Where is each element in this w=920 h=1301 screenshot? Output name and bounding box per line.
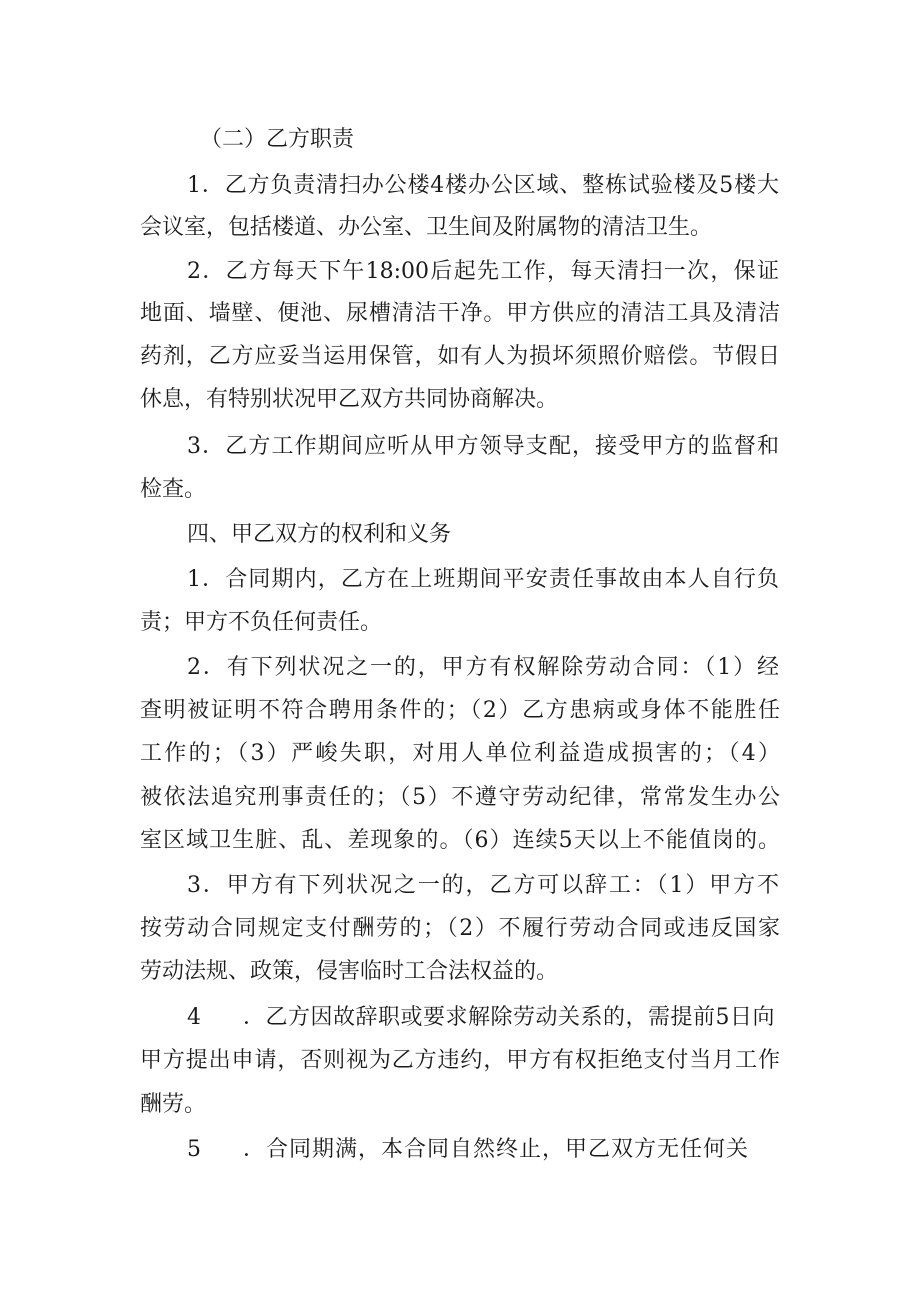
paragraph-line: 2．有下列状况之一的，甲方有权解除劳动合同：（1）经: [187, 655, 779, 680]
paragraph-line: 查明被证明不符合聘用条件的；（2）乙方患病或身体不能胜任: [140, 698, 780, 723]
paragraph-line: 劳动法规、政策，侵害临时工合法权益的。: [140, 959, 559, 984]
paragraph-line: [187, 1004, 779, 1032]
paragraph-line: 室区域卫生脏、乱、差现象的。（6）连续5天以上不能值岗的。: [140, 828, 780, 853]
paragraph-line: 工作的；（3）严峻失职，对用人单位利益造成损害的；（4）: [140, 741, 780, 766]
section-heading-yi-duties: （二）乙方职责: [200, 127, 355, 152]
paragraph-line: 3．乙方工作期间应听从甲方领导支配，接受甲方的监督和: [187, 434, 779, 459]
paragraph-line: 休息，有特别状况甲乙双方共同协商解决。: [140, 387, 559, 412]
paragraph-line: 甲方提出申请，否则视为乙方违约，甲方有权拒绝支付当月工作: [140, 1048, 780, 1073]
paragraph-line: 1．乙方负责清扫办公楼4楼办公区域、整栋试验楼及5楼大: [187, 173, 779, 198]
section-heading-rights: 四、甲乙双方的权利和义务: [187, 522, 452, 547]
paragraph-line: 检查。: [140, 477, 207, 502]
paragraph-line: 2．乙方每天下午18:00后起先工作，每天清扫一次，保证: [187, 259, 779, 284]
item-number: 4: [187, 1005, 201, 1030]
paragraph-line: 责；甲方不负任何责任。: [140, 610, 383, 635]
paragraph-line: 地面、墙壁、便池、尿槽清洁干净。甲方供应的清洁工具及清洁: [140, 301, 780, 326]
item-text: ．合同期满，本合同自然终止，甲乙双方无任何关: [243, 1137, 750, 1162]
paragraph-line: 3．甲方有下列状况之一的，乙方可以辞工：（1）甲方不: [187, 873, 779, 898]
paragraph-line: [187, 1136, 749, 1164]
paragraph-line: 1．合同期内，乙方在上班期间平安责任事故由本人自行负: [187, 567, 779, 592]
paragraph-line: 酬劳。: [140, 1092, 207, 1117]
paragraph-line: 被依法追究刑事责任的；（5）不遵守劳动纪律，常常发生办公: [140, 785, 780, 810]
paragraph-line: 药剂，乙方应妥当运用保管，如有人为损坏须照价赔偿。节假日: [140, 344, 780, 369]
item-text: ．乙方因故辞职或要求解除劳动关系的，需提前5日向: [243, 1005, 775, 1030]
paragraph-line: 会议室，包括楼道、办公室、卫生间及附属物的清洁卫生。: [140, 215, 713, 240]
paragraph-line: 按劳动合同规定支付酬劳的；（2）不履行劳动合同或违反国家: [140, 916, 780, 941]
item-number: 5: [187, 1137, 201, 1162]
